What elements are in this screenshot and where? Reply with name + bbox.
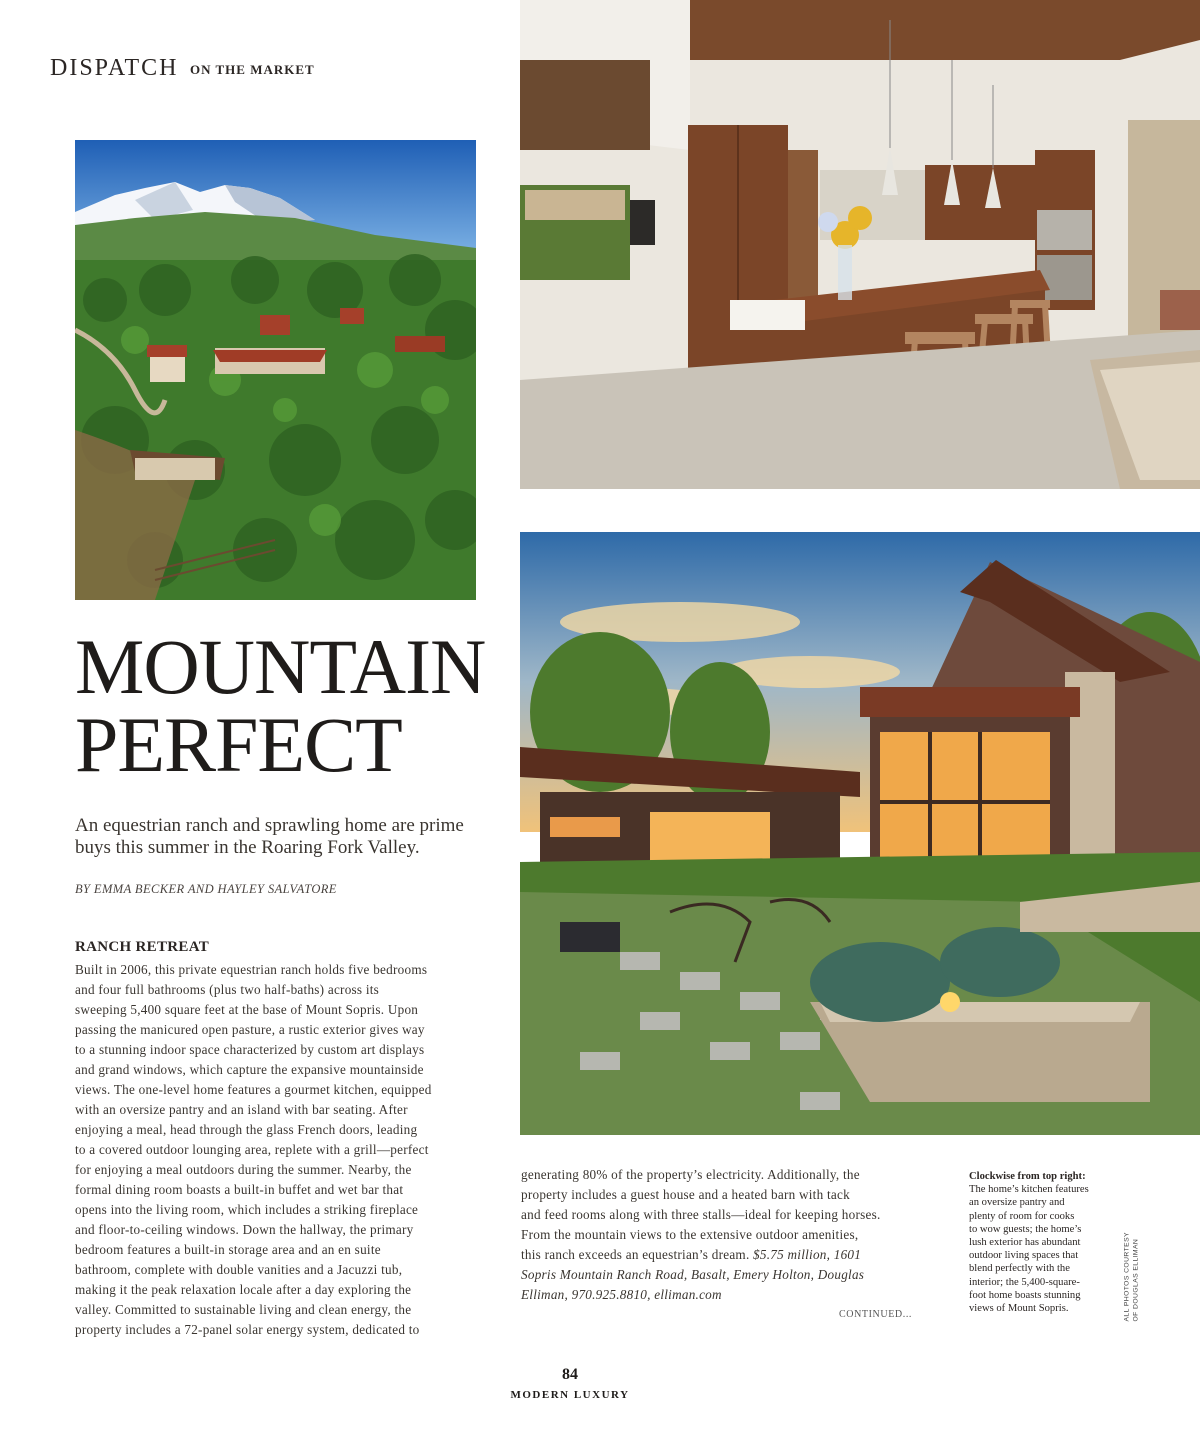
body-line: to a covered outdoor lounging area, replete with a grill—perfect: [75, 1142, 429, 1157]
body-line: Built in 2006, this private equestrian ranch holds five bedrooms: [75, 962, 428, 977]
photo-caption: [969, 1170, 1109, 1315]
body-line: property includes a 72-panel solar energy system, dedicated to: [75, 1322, 420, 1337]
body-line: property includes a guest house and a heated barn with tack: [521, 1187, 850, 1202]
body-line: From the mountain views to the extensive outdoor amenities,: [521, 1227, 859, 1242]
body-line: with an oversize pantry and an island with bar seating. After: [75, 1102, 408, 1117]
section-title: DISPATCH: [50, 55, 179, 81]
caption-line: blend perfectly with the: [969, 1263, 1070, 1275]
body-line: and four full bathrooms (plus two half-baths) across its: [75, 982, 380, 997]
section-subhead: RANCH RETREAT: [75, 939, 210, 955]
body-line: generating 80% of the property’s electricity. Additionally, the: [521, 1167, 860, 1182]
body-line: and floor-to-ceiling windows. Down the hallway, the primary: [75, 1222, 414, 1237]
photo-credit: [1110, 1225, 1152, 1321]
caption-line: views of Mount Sopris.: [969, 1303, 1069, 1315]
body-line: [521, 1245, 931, 1265]
body-line: and grand windows, which capture the expansive mountainside: [75, 1062, 424, 1077]
headline-line: PERFECT: [75, 701, 402, 788]
caption-line: lush exterior has abundant: [969, 1237, 1081, 1249]
body-line: and feed rooms along with three stalls—ideal for keeping horses.: [521, 1207, 881, 1222]
body-line: views. The one-level home features a gourmet kitchen, equipped: [75, 1082, 432, 1097]
caption-line: an oversize pantry and: [969, 1197, 1065, 1209]
listing-line: Sopris Mountain Ranch Road, Basalt, Emery Holton, Douglas: [521, 1267, 865, 1282]
photo-credit-text: [1124, 1222, 1141, 1322]
body-line: making it the peak relaxation locale after a day exploring the: [75, 1282, 412, 1297]
body-line: for enjoying a meal outdoors during the summer. Nearby, the: [75, 1162, 412, 1177]
body-column-left: [75, 960, 485, 1340]
article-dek: [75, 815, 485, 859]
section-subtitle: ON THE MARKET: [190, 62, 315, 77]
caption-line: outdoor living spaces that: [969, 1250, 1079, 1262]
listing-line: Elliman, 970.925.8810, elliman.com: [521, 1287, 722, 1302]
caption-line: foot home boasts stunning: [969, 1289, 1081, 1301]
dek-line: An equestrian ranch and sprawling home are prime: [75, 815, 464, 836]
body-line: bedroom features a built-in storage area and an en suite: [75, 1242, 381, 1257]
body-line: valley. Committed to sustainable living and clean energy, the: [75, 1302, 412, 1317]
body-line: sweeping 5,400 square feet at the base of Mount Sopris. Upon: [75, 1002, 419, 1017]
continued-label: CONTINUED...: [839, 1309, 913, 1320]
body-line: bathroom, complete with double vanities and a Jacuzzi tub,: [75, 1262, 403, 1277]
headline-line: MOUNTAIN: [75, 623, 486, 710]
body-column-right: [521, 1165, 931, 1305]
caption-line: The home’s kitchen features: [969, 1184, 1089, 1196]
body-line: passing the manicured open pasture, a rustic exterior gives way: [75, 1022, 425, 1037]
dek-line: buys this summer in the Roaring Fork Valley.: [75, 837, 420, 858]
publication-name: MODERN LUXURY: [510, 1389, 630, 1401]
credit-line: OF DOUGLAS ELLIMAN: [1132, 1238, 1139, 1322]
caption-line: interior; the 5,400-square-: [969, 1276, 1080, 1288]
kitchen-photo: [520, 0, 1200, 489]
caption-lead: Clockwise from top right:: [969, 1171, 1086, 1182]
credit-line: ALL PHOTOS COURTESY: [1123, 1232, 1131, 1322]
exterior-patio-photo: [520, 532, 1200, 1135]
body-line: opens into the living room, which includes a striking fireplace: [75, 1202, 419, 1217]
caption-line: to wow guests; the home’s: [969, 1223, 1082, 1235]
body-text: this ranch exceeds an equestrian’s dream.: [521, 1247, 750, 1262]
body-line: enjoying a meal, head through the glass French doors, leading: [75, 1122, 418, 1137]
article-headline: [75, 623, 495, 788]
page-number: 84: [562, 1366, 578, 1383]
listing-price: $5.75 million, 1601: [753, 1247, 862, 1262]
body-line: formal dining room boasts a built-in buffet and wet bar that: [75, 1182, 404, 1197]
caption-line: plenty of room for cooks: [969, 1210, 1075, 1222]
ranch-aerial-photo: [75, 140, 476, 600]
body-line: to a stunning indoor space characterized by custom art displays: [75, 1042, 425, 1057]
article-byline: BY EMMA BECKER AND HAYLEY SALVATORE: [75, 882, 337, 896]
